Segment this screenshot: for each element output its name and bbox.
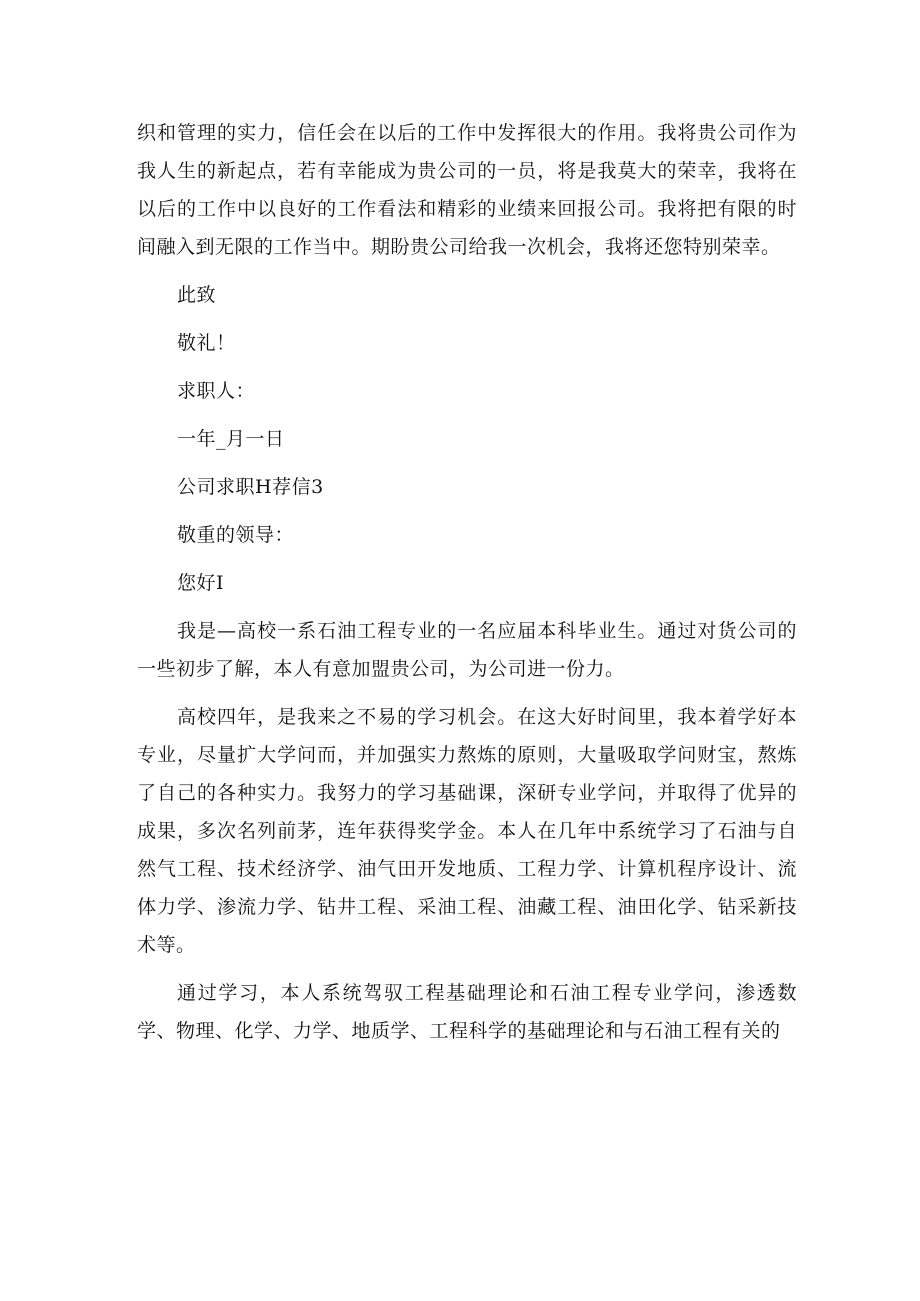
date-line: 一年_月一日 [177, 428, 285, 450]
closing-line: 此致 [177, 284, 217, 306]
paragraph-study: 高校四年，是我来之不易的学习机会。在这大好时间里，我本着学好本专业，尽量扩大学问而，并加强实力熬炼的原则，大量吸取学问财宝，熬炼了自己的各种实力。我努力的学习基础课，深研专业学问，并取得了优异的成果，多次名列前茅，连年获得奖学金。本人在几年中系统学习了石油与自然气工程、技术经济学、油气田开发地质、工程力学、计算机程序设计、流体力学、渗流力学、钻井工程、采油工程、油藏工程、油田化学、钻采新技术等。 [137, 706, 797, 956]
paragraph-intro: 我是—高校一系石油工程专业的一名应届本科毕业生。通过对货公司的一些初步了解，本人有意加盟贵公司，为公司进一份力。 [137, 620, 797, 680]
paragraph-continuation: 织和管理的实力，信任会在以后的工作中发挥很大的作用。我将贵公司作为我人生的新起点，若有幸能成为贵公司的一员，将是我莫大的荣幸，我将在以后的工作中以良好的工作看法和精彩的业绩来回报公司。我将把有限的时间融入到无限的工作当中。期盼贵公司给我一次机会，我将还您特别荣幸。 [137, 122, 797, 258]
closing-salute: 敬礼！ [177, 332, 236, 354]
paragraph-theory: 通过学习，本人系统驾驭工程基础理论和石油工程专业学问，渗透数学、物理、化学、力学、地质学、工程科学的基础理论和与石油工程有关的 [137, 982, 797, 1042]
salutation-line: 敬重的领导： [177, 524, 295, 546]
letter-title: 公司求职H荐信3 [177, 476, 324, 498]
greeting-line: 您好I [177, 572, 225, 594]
signature-line: 求职人： [177, 380, 256, 402]
letter-body [137, 114, 797, 1060]
